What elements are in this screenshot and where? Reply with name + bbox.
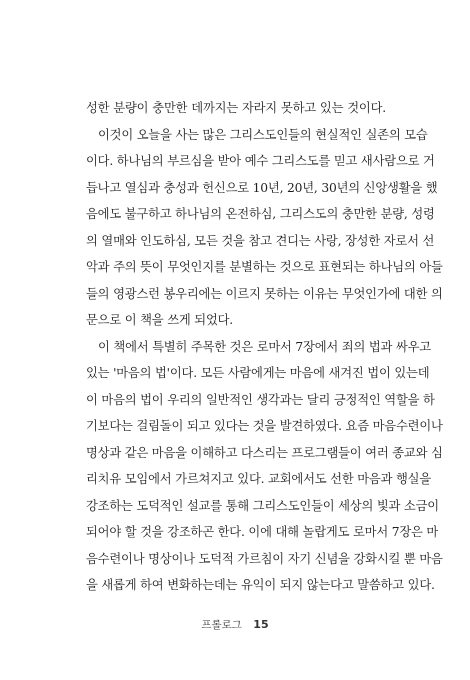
- page-number: 15: [253, 618, 269, 631]
- page-footer: [0, 617, 470, 632]
- text-line: 되어야 할 것을 강조하곤 한다. 이에 대해 놀랍게도 로마서 7장은 마: [86, 525, 439, 539]
- text-line: 문으로 이 책을 쓰게 되었다.: [86, 313, 234, 327]
- text-line: 음에도 불구하고 하나님의 온전하심, 그리스도의 충만한 분량, 성령: [86, 207, 435, 221]
- text-line: 이 책에서 특별히 주목한 것은 로마서 7장에서 죄의 법과 싸우고: [98, 339, 431, 354]
- text-line: 성한 분량이 충만한 데까지는 자라지 못하고 있는 것이다.: [86, 101, 386, 115]
- text-line: 듭나고 열심과 충성과 헌신으로 10년, 20년, 30년의 신앙생활을 했: [86, 180, 438, 195]
- chapter-title: 프롤로그: [201, 619, 242, 631]
- text-line: 명상과 같은 마음을 이해하고 다스리는 프로그램들이 여러 종교와 심: [86, 445, 443, 460]
- text-line: 들의 영광스런 봉우리에는 이르지 못하는 이유는 무엇인가에 대한 의: [86, 286, 443, 301]
- text-line: 강조하는 도덕적인 설교를 통해 그리스도인들이 세상의 빛과 소금이: [86, 498, 439, 513]
- text-line: 이 마음의 법이 우리의 일반적인 생각과는 달리 긍정적인 역할을 하: [86, 392, 435, 407]
- text-line: 이다. 하나님의 부르심을 받아 예수 그리스도를 믿고 새사람으로 거: [86, 154, 435, 168]
- text-line: 리치유 모임에서 가르쳐지고 있다. 교회에서도 선한 마음과 행실을: [86, 472, 431, 486]
- text-line: 기보다는 걸림돌이 되고 있다는 것을 발견하였다. 요즘 마음수련이나: [86, 419, 443, 433]
- body-text: [86, 95, 443, 599]
- text-line: 있는 '마음의 법'이다. 모든 사람에게는 마음에 새겨진 법이 있는데: [86, 366, 430, 380]
- text-line: 을 새롭게 하여 변화하는데는 유익이 되지 않는다고 말씀하고 있다.: [86, 578, 435, 592]
- text-line: 이것이 오늘을 사는 많은 그리스도인들의 현실적인 실존의 모습: [98, 127, 428, 142]
- text-line: 의 열매와 인도하심, 모든 것을 참고 견디는 사랑, 장성한 자로서 선: [86, 233, 435, 248]
- text-line: 음수련이나 명상이나 도덕적 가르침이 자기 신념을 강화시킬 뿐 마음: [86, 551, 443, 566]
- text-line: 악과 주의 뜻이 무엇인지를 분별하는 것으로 표현되는 하나님의 아들: [86, 260, 443, 274]
